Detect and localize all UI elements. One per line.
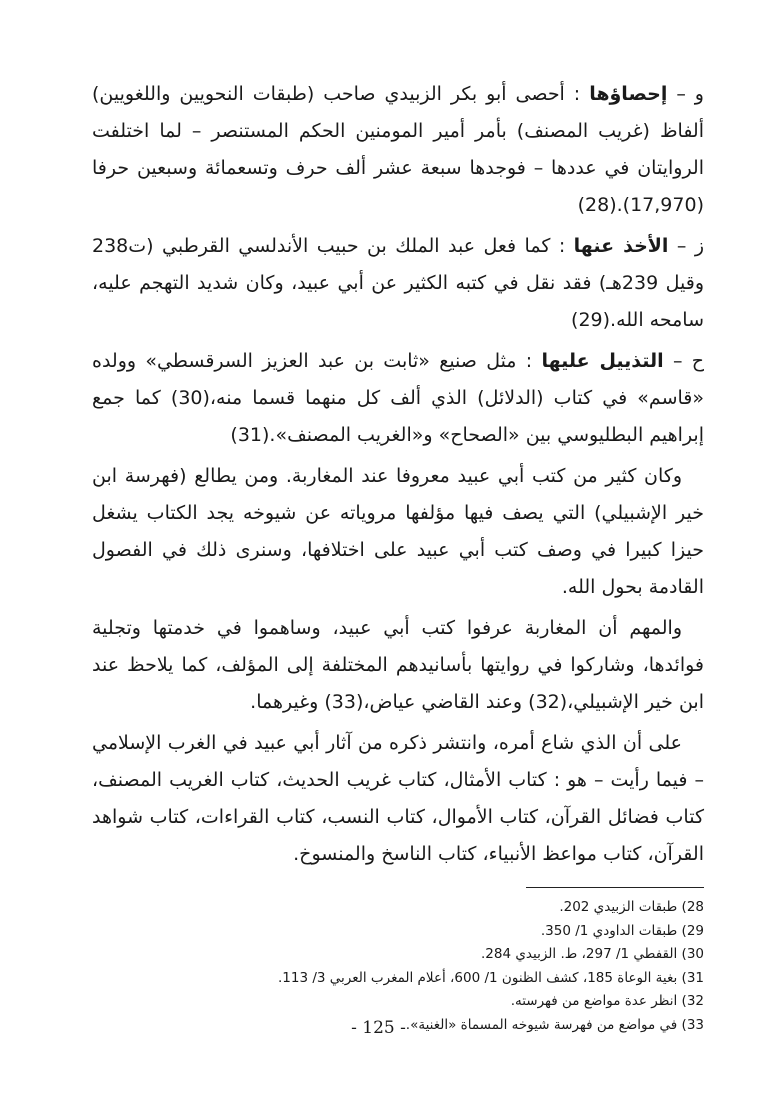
footnote-31: 31) بغية الوعاة 185، كشف الظنون 1/ 600، أعلام المغرب العربي 3/ 113. [277,969,704,986]
paragraph-maghariba-kutub [92,458,704,606]
paragraph-heading: الأخذ عنها [573,235,669,257]
paragraph-tadhyil [92,343,704,454]
page-body [92,76,704,1037]
footnote-28: 28) طبقات الزبيدي 202. [559,899,704,915]
footnote-separator [526,887,704,888]
paragraph-body: وكان كثير من كتب أبي عبيد معروفا عند المغاربة. ومن يطالع (فهرسة ابن خير الإشبيلي) التي يصف فيها مؤلفها مروياته عن شيوخه يجد الكتاب يشغل حيزا كبيرا في وصف كتب أبي عبيد على اختلافها، وسنرى ذلك في الفصول القادمة بحول الله. [92,465,704,598]
paragraph-body: على أن الذي شاع أمره، وانتشر ذكره من آثار أبي عبيد في الغرب الإسلامي – فيما رأيت – هو : كتاب الأمثال، كتاب غريب الحديث، كتاب الغريب المصنف، كتاب فضائل القرآن، كتاب الأموال، كتاب النسب، كتاب القراءات، كتاب شواهد القرآن، كتاب مواعظ الأنبياء، كتاب الناسخ والمنسوخ. [92,732,704,865]
paragraph-athar [92,725,704,873]
paragraph-body: : كما فعل عبد الملك بن حبيب الأندلسي القرطبي (ت238 وقيل 239هـ) فقد نقل في كتبه الكثير عن أبي عبيد، وكان شديد التهجم عليه، سامحه الله.(29) [92,235,705,331]
paragraph-akhdh-anha [92,228,704,339]
paragraph-heading: إحصاؤها [589,83,668,105]
paragraph-body: : أحصى أبو بكر الزبيدي صاحب (طبقات النحويين واللغويين) ألفاظ (غريب المصنف) بأمر أمير المومنين الحكم المستنصر – لما اختلفت الروايتان في عددها – فوجدها سبعة عشر ألف حرف وتسعمائة وسبعين حرفا (17,970).(28) [92,83,704,216]
paragraph-body: : مثل صنيع «ثابت بن عبد العزيز السرقسطي» وولده «قاسم» في كتاب (الدلائل) الذي ألف كل منهما قسما منه،(30) كما جمع إبراهيم البطليوسي بين «الصحاح» و«الغريب المصنف».(31) [92,350,704,446]
paragraph-lead: ح – [663,350,704,372]
footnote-29: 29) طبقات الداودي 1/ 350. [540,922,704,939]
page-number: - 125 - [351,1018,406,1038]
footnote-33: 33) في مواضع من فهرسة شيوخه المسماة «الغنية». [405,1016,704,1033]
paragraph-muhimm [92,610,704,721]
footnote-32: 32) انظر عدة مواضع من فهرسته. [510,993,704,1009]
footnote-30: 30) القفطي 1/ 297، ط. الزبيدي 284. [481,946,704,962]
paragraph-ihsauha [92,76,704,224]
paragraph-heading: التذييل عليها [541,350,664,372]
footnotes [92,896,704,1037]
paragraph-lead: و – [667,83,704,105]
paragraph-body: والمهم أن المغاربة عرفوا كتب أبي عبيد، وساهموا في خدمتها وتجلية فوائدها، وشاركوا في روايتها بأسانيدهم المختلفة إلى المؤلف، كما يلاحظ عند ابن خير الإشبيلي،(32) وعند القاضي عياض،(33) وغيرهما. [92,617,704,713]
paragraph-lead: ز – [668,235,704,257]
